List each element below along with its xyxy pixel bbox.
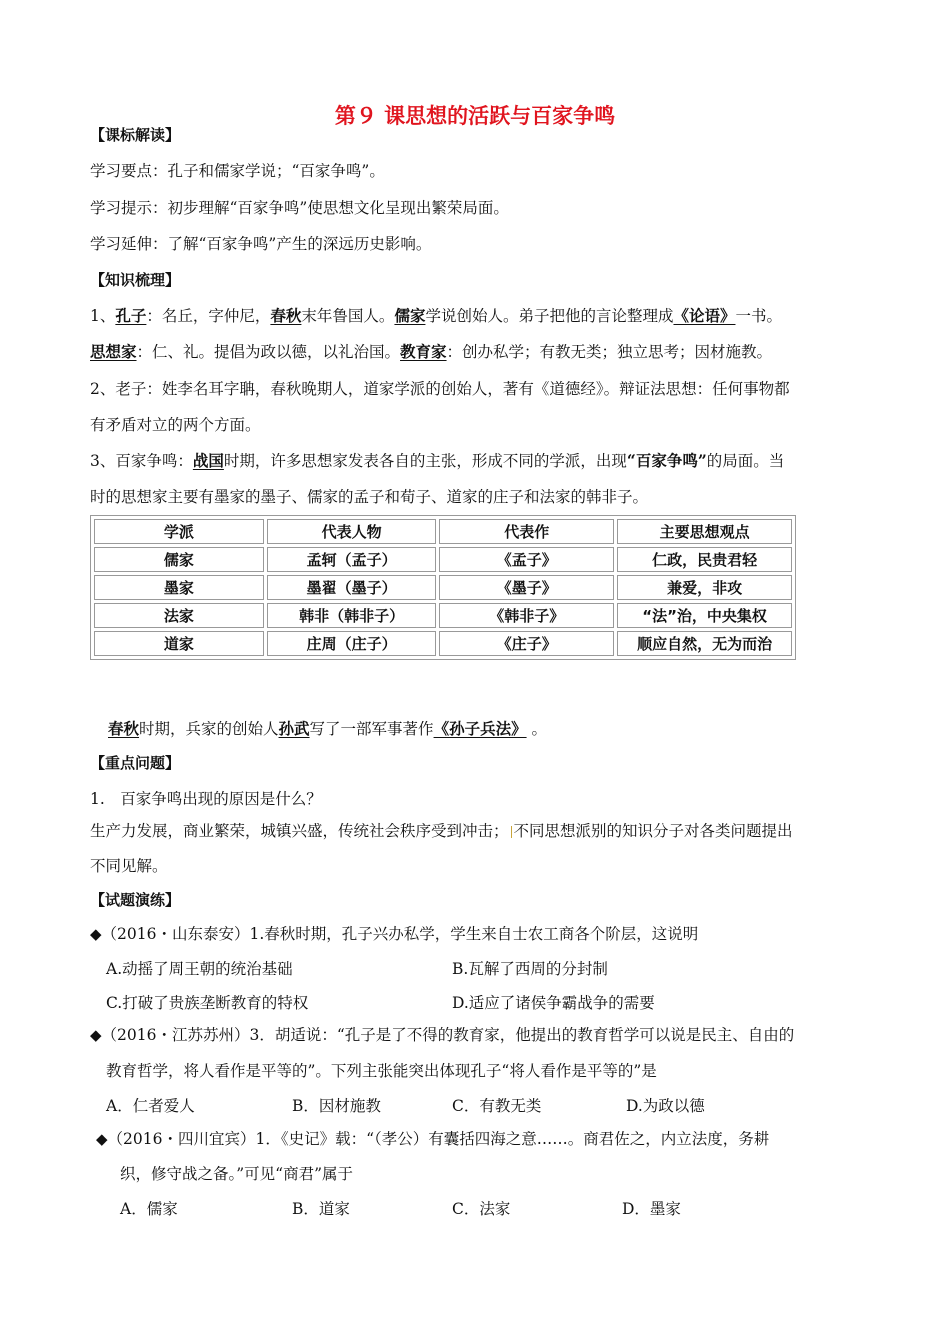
exercise-question-3 (96, 1128, 769, 1150)
table-header-row (94, 519, 792, 544)
option-d: D．墨家 (622, 1200, 681, 1218)
section-heading-curriculum: 【课标解读】 (90, 126, 181, 144)
cursor-mark (511, 826, 512, 838)
question-stem: （2016・四川宜宾）1．《史记》载：“（孝公）有囊括四海之意……。商君佐之，内立法度，务耕 (107, 1130, 770, 1148)
table-cell: 《韩非子》 (439, 603, 614, 628)
table-cell: 墨翟（墨子） (267, 575, 437, 600)
table-cell: 兼爱，非攻 (617, 575, 792, 600)
text-segment: 。 (526, 720, 548, 738)
table-row (94, 575, 792, 600)
option-a: A．儒家 (120, 1200, 178, 1218)
diamond-bullet-icon: ◆ (96, 1130, 108, 1148)
table-row (94, 603, 792, 628)
knowledge-item-hundred-schools (90, 450, 784, 472)
option-c: C．法家 (452, 1200, 511, 1218)
option-a: A．仁者爱人 (106, 1097, 195, 1115)
keyword-thinker: 思想家 (90, 342, 137, 361)
option-b: B．道家 (292, 1200, 350, 1218)
text-segment: 3、百家争鸣： (90, 452, 193, 470)
exercise-question-1 (90, 923, 698, 945)
page-title: 第９ 课思想的活跃与百家争鸣 (334, 104, 616, 128)
text-segment: 学说创始人。弟子把他的言论整理成 (425, 307, 674, 325)
keyword-educator: 教育家 (400, 342, 447, 361)
keyword-rujia: 儒家 (394, 306, 426, 325)
section-heading-exercises: 【试题演练】 (90, 891, 181, 909)
text-segment: ：名丘，字仲尼， (146, 307, 271, 325)
diamond-bullet-icon: ◆ (90, 1026, 102, 1044)
exercise-question-2 (90, 1024, 794, 1046)
column-header: 主要思想观点 (617, 519, 792, 544)
knowledge-item-hundred-schools-cont: 时的思想家主要有墨家的墨子、儒家的孟子和荀子、道家的庄子和法家的韩非子。 (90, 488, 649, 506)
text-segment: 不同思想派别的知识分子对各类问题提出 (513, 822, 793, 840)
knowledge-item-laozi: 2、老子：姓李名耳字聃，春秋晚期人，道家学派的创始人，著有《道德经》。辩证法思想：任何事物都 (90, 380, 790, 398)
table-cell: 法家 (94, 603, 264, 628)
keyword-zhanguo: 战国 (192, 451, 224, 470)
table-cell: 韩非（韩非子） (267, 603, 437, 628)
text-segment: ：创办私学；有教无类；独立思考；因材施教。 (446, 343, 773, 361)
table-cell: 庄周（庄子） (267, 631, 437, 656)
table-cell: 顺应自然，无为而治 (617, 631, 792, 656)
keyword-lunyu: 《论语》 (673, 306, 736, 325)
column-header: 代表人物 (267, 519, 437, 544)
option-a: A.动摇了周王朝的统治基础 (106, 960, 293, 978)
table-cell: 仁政，民贵君轻 (617, 547, 792, 572)
schools-table (90, 515, 796, 660)
question-stem: （2016・江苏苏州）3．胡适说：“孔子是了不得的教育家，他提出的教育哲学可以说是民主、自由的 (101, 1026, 795, 1044)
exercise-question-2-cont: 教育哲学，将人看作是平等的”。下列主张能突出体现孔子“将人看作是平等的”是 (106, 1062, 657, 1080)
text-segment: 写了一部军事著作 (309, 720, 434, 738)
option-b: B.瓦解了西周的分封制 (452, 960, 608, 978)
option-d: D.为政以德 (626, 1097, 705, 1115)
text-segment: 的局面。当 (706, 452, 785, 470)
key-question: 1. 百家争鸣出现的原因是什么？ (90, 790, 322, 808)
keyword-sunwu: 孙武 (278, 719, 310, 738)
table-row (94, 547, 792, 572)
keyword-chunqiu: 春秋 (108, 719, 140, 738)
keyword-bjzm: “百家争鸣” (626, 451, 707, 470)
knowledge-item-confucius (90, 305, 782, 327)
text-segment: 生产力发展，商业繁荣，城镇兴盛，传统社会秩序受到冲击； (90, 822, 509, 840)
option-c: C.打破了贵族垄断教育的特权 (106, 994, 309, 1012)
option-b: B．因材施教 (292, 1097, 381, 1115)
table-cell: 道家 (94, 631, 264, 656)
option-c: C．有教无类 (452, 1097, 542, 1115)
table-cell: 儒家 (94, 547, 264, 572)
table-cell: 《墨子》 (439, 575, 614, 600)
military-school-note (108, 718, 547, 740)
text-segment: 一书。 (735, 307, 782, 325)
table-cell: 孟轲（孟子） (267, 547, 437, 572)
table-cell: “法”治，中央集权 (617, 603, 792, 628)
question-stem: （2016・山东泰安）1.春秋时期，孔子兴办私学，学生来自士农工商各个阶层，这说明 (101, 925, 699, 943)
table-cell: 《庄子》 (439, 631, 614, 656)
section-heading-knowledge: 【知识梳理】 (90, 271, 181, 289)
text-segment: 末年鲁国人。 (301, 307, 395, 325)
keyword-sunzi-bingfa: 《孙子兵法》 (433, 719, 527, 738)
diamond-bullet-icon: ◆ (90, 925, 102, 943)
learning-tip: 学习提示：初步理解“百家争鸣”使思想文化呈现出繁荣局面。 (90, 199, 509, 217)
column-header: 学派 (94, 519, 264, 544)
item-number: 1、 (90, 307, 116, 325)
section-heading-key-questions: 【重点问题】 (90, 754, 181, 772)
exercise-question-3-cont: 织，修守战之备。”可见“商君”属于 (120, 1165, 354, 1183)
table-cell: 墨家 (94, 575, 264, 600)
knowledge-item-confucius-ideas (90, 341, 772, 363)
key-answer-cont: 不同见解。 (90, 857, 168, 875)
table-row (94, 631, 792, 656)
column-header: 代表作 (439, 519, 614, 544)
learning-point: 学习要点：孔子和儒家学说；“百家争鸣”。 (90, 162, 385, 180)
keyword-chunqiu: 春秋 (270, 306, 302, 325)
text-segment: 时期，兵家的创始人 (139, 720, 279, 738)
option-d: D.适应了诸侯争霸战争的需要 (452, 994, 655, 1012)
knowledge-item-laozi-cont: 有矛盾对立的两个方面。 (90, 416, 261, 434)
keyword-kongzi: 孔子 (115, 306, 147, 325)
table-cell: 《孟子》 (439, 547, 614, 572)
key-answer (90, 820, 793, 842)
learning-extension: 学习延伸：了解“百家争鸣”产生的深远历史影响。 (90, 235, 432, 253)
text-segment: 时期，许多思想家发表各自的主张，形成不同的学派，出现 (223, 452, 627, 470)
text-segment: ：仁、礼。提倡为政以德，以礼治国。 (136, 343, 401, 361)
